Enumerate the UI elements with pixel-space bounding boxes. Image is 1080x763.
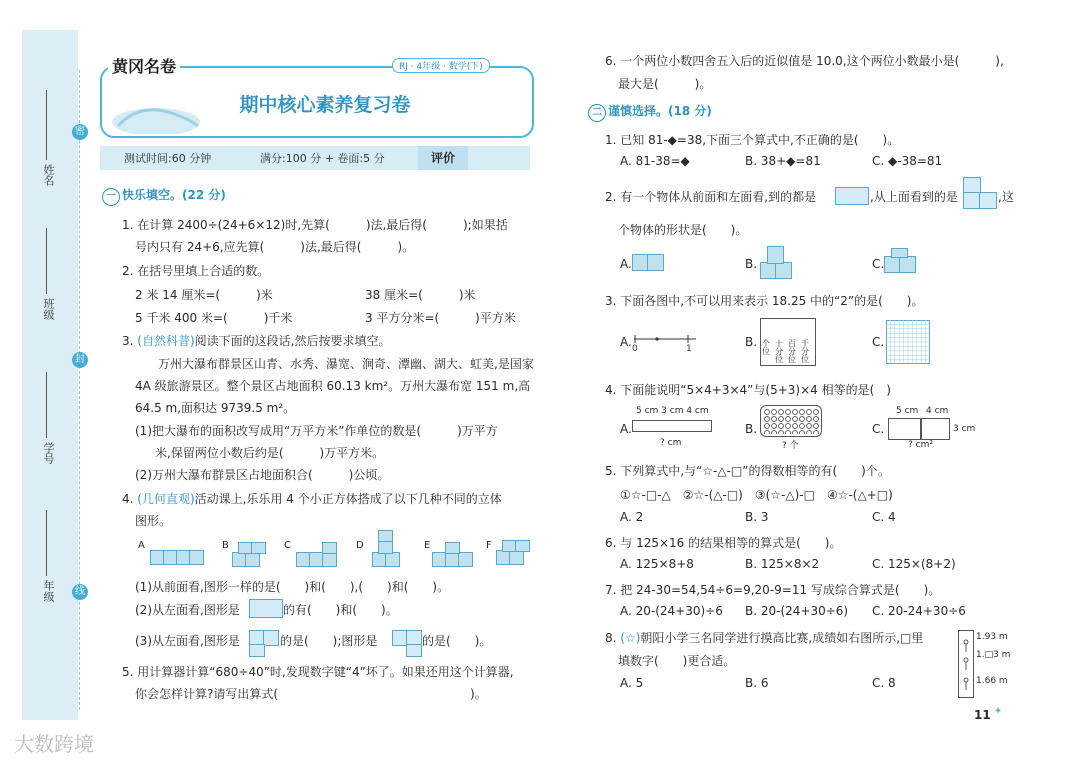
r5-option-b: B. 3 [745, 510, 769, 524]
r3-a-one: 1 [686, 344, 692, 352]
fig-e-cube [458, 552, 473, 567]
fig-b-cube [251, 542, 266, 554]
q3-passage-2: 4A 级旅游景区。整个景区占地面积 60.13 km²。万州大瀑布宽 151 m,高 [135, 379, 531, 393]
r4-question: 4. 下面能说明“5×4+3×4”与(5+3)×4 相等的是( ) [605, 383, 891, 397]
q4-tag: (几何直观) [137, 492, 195, 506]
fig-e-label: E [424, 540, 431, 551]
grade-tag: RJ · 4年级 · 数学(下) [392, 58, 490, 73]
r3-question: 3. 下面各图中,不可以用来表示 18.25 中的“2”的是( )。 [605, 294, 924, 308]
q5-line-2: 你会怎样计算?请写出算式( )。 [135, 687, 487, 701]
q4-sub2-view [249, 599, 283, 618]
q4-sub2-a: (2)从左面看,图形是 [135, 603, 240, 617]
r4-option-c: C. [872, 422, 885, 436]
r4-a-top: 5 cm 3 cm 4 cm [636, 406, 709, 416]
fig-d-label: D [356, 540, 364, 551]
r8-number: 8. [605, 631, 621, 645]
r3-b-thousandths-place: 千分位 [801, 339, 809, 364]
r8-option-b: B. 6 [745, 676, 769, 690]
r5-option-c: C. 4 [872, 510, 896, 524]
r1-option-a: A. 81-38=◆ [620, 154, 690, 168]
q4-line-1 [122, 490, 502, 507]
r2-top-view [979, 192, 997, 209]
r5-option-a: A. 2 [620, 510, 644, 524]
q3-number: 3. [122, 334, 138, 348]
r2-option-b: B. [745, 257, 758, 271]
r4-c-rect-2 [920, 418, 950, 440]
r8-text: 朝阳小学三名同学进行摸高比赛,成绩如右图所示,□里 [640, 631, 924, 645]
r4-b-dot-grid [763, 408, 819, 434]
r5-question: 5. 下列算式中,与“☆-△-□”的得数相等的有( )个。 [605, 464, 890, 478]
r4-c-top-1: 5 cm [896, 406, 919, 416]
section-2-badge: 二 [588, 104, 606, 122]
fig-f-cube [509, 550, 524, 565]
r3-b-hundredths-place: 百分位 [788, 339, 796, 364]
q3-tag: (自然科普) [137, 334, 195, 348]
q3-text: 阅读下面的这段话,然后按要求填空。 [194, 334, 391, 348]
test-time: 测试时间:60 分钟 [124, 152, 212, 165]
r1-question: 1. 已知 81-◆=38,下面三个算式中,不正确的是( )。 [605, 133, 900, 147]
q3-sub1-line-1: (1)把大瀑布的面积改写成用“万平方米”作单位的数是( )万平方 [135, 424, 498, 438]
q4-sub3-view-1 [263, 630, 279, 646]
binding-xian-badge: 线 [72, 584, 88, 600]
page-number: 11 [974, 708, 991, 722]
r4-c-bottom: ? cm² [908, 440, 933, 450]
r8-line-2: 填数字( )更合适。 [618, 654, 736, 668]
fig-e-cube [445, 542, 460, 554]
binding-feng-badge: 封 [72, 352, 88, 368]
r8-height-3: 1.66 m [976, 676, 1008, 686]
r8-line-1 [605, 629, 923, 646]
r2-b-cube [767, 246, 784, 264]
q6-line-2: 最大是( )。 [618, 77, 712, 91]
r5-expressions: ①☆-□-△ ②☆-(△-□) ③(☆-△)-□ ④☆-(△+□) [620, 488, 893, 502]
r2-line-2: 个物体的形状是( )。 [618, 223, 748, 237]
r3-option-a: A. [620, 335, 632, 349]
fig-a-cube [189, 550, 204, 565]
binding-margin [22, 30, 78, 720]
r8-option-c: C. 8 [872, 676, 896, 690]
section-1-heading [102, 186, 226, 206]
fig-d-cube [378, 540, 393, 554]
section-2-title: 谨慎选择。(18 分) [608, 104, 712, 118]
r8-students [958, 630, 974, 698]
r3-b-tenths-place: 十分位 [775, 339, 783, 364]
fig-c-cube [322, 542, 337, 554]
watermark: 大数跨境 [14, 732, 94, 756]
q1-line-2: 号内只有 24+6,应先算( )法,最后得( )。 [135, 240, 415, 254]
r4-a-segment [632, 420, 712, 432]
r4-b-bottom: ? 个 [782, 441, 799, 451]
fig-c-cube [322, 552, 337, 567]
r6-option-c: C. 125×(8+2) [872, 557, 956, 571]
r7-question: 7. 把 24-30=54,54÷6=9,20-9=11 写成综合算式是( )。 [605, 583, 941, 597]
q2-a: 2 米 14 厘米=( )米 [135, 288, 273, 302]
student-id-line [46, 372, 47, 438]
r4-option-a: A. [620, 422, 632, 436]
q4-number: 4. [122, 492, 138, 506]
q3-passage-1: 万州大瀑布群景区山青、水秀、瀑宽、涧奇、潭幽、湖大、虹美,是国家 [158, 357, 534, 371]
q2-c: 5 千米 400 米=( )千米 [135, 311, 293, 325]
section-1-badge: 一 [102, 188, 120, 206]
grade-label: 年级 [42, 580, 55, 602]
q4-sub1: (1)从前面看,图形一样的是( )和( ),( )和( )。 [135, 580, 450, 594]
q1-line-1: 1. 在计算 2400÷(24+6×12)时,先算( )法,最后得( );如果括 [122, 218, 508, 232]
r2-c-cube [891, 248, 908, 258]
r2-option-a: A. [620, 257, 632, 271]
q3-sub1-line-2: 米,保留两位小数后约是( )万平方米。 [155, 446, 385, 460]
section-2-heading [588, 102, 712, 122]
r7-option-b: B. 20-(24+30÷6) [745, 604, 849, 618]
r7-option-c: C. 20-24+30÷6 [872, 604, 966, 618]
fig-d-cube [385, 552, 400, 567]
q2-b: 38 厘米=( )米 [365, 288, 476, 302]
student-id-label: 学号 [42, 442, 55, 464]
q5-line-1: 5. 用计算器计算“680÷40”时,发现数字键“4”坏了。如果还用这个计算器, [122, 665, 514, 679]
q4-sub3-view-2 [406, 644, 422, 657]
q4-sub2-b: 的有( )和( )。 [283, 603, 398, 617]
r2-c-cube [899, 256, 916, 273]
binding-cut-line [79, 70, 80, 710]
r7-option-a: A. 20-(24+30)÷6 [620, 604, 723, 618]
q2-line-1: 2. 在括号里填上合适的数。 [122, 264, 270, 278]
r3-a-zero: 0 [632, 344, 638, 352]
r6-option-b: B. 125×8×2 [745, 557, 820, 571]
fig-c-label: C [284, 540, 291, 551]
r3-a-number-line [632, 330, 698, 352]
fig-d-cube [378, 530, 393, 542]
r4-c-rect-1 [888, 418, 922, 440]
r3-b-ones-place: 个位 [762, 339, 770, 356]
r8-height-1: 1.93 m [976, 632, 1008, 642]
fig-f-cube [515, 540, 530, 552]
r2-line-1-a: 2. 有一个物体从前面和左面看,到的都是 [605, 190, 817, 204]
q4-text: 活动课上,乐乐用 4 个小正方体搭成了以下几种不同的立体 [194, 492, 502, 506]
r1-option-b: B. 38+◆=81 [745, 154, 821, 168]
r2-a-cube [647, 254, 664, 271]
r4-c-top-2: 4 cm [926, 406, 949, 416]
q3-passage-3: 64.5 m,面积达 9739.5 m²。 [135, 401, 296, 415]
q4-sub3-b: 的是( );图形是 [280, 634, 378, 648]
class-label: 班级 [42, 298, 55, 320]
r4-option-b: B. [745, 422, 758, 436]
q3-line-1 [122, 332, 390, 349]
r8-tag: (☆) [620, 631, 641, 645]
r2-line-1-c: ,这 [998, 190, 1014, 204]
class-line [46, 228, 47, 294]
logo: 黄冈名卷 [108, 54, 180, 77]
fig-b-cube [245, 552, 260, 567]
q4-line-2: 图形。 [135, 514, 172, 528]
r2-line-1-b: ,从上面看到的是 [870, 190, 958, 204]
q2-d: 3 平方分米=( )平方米 [365, 311, 516, 325]
r4-c-side: 3 cm [953, 424, 976, 434]
full-score: 满分:100 分 + 卷面:5 分 [260, 152, 385, 165]
q3-sub2: (2)万州大瀑布群景区占地面积合( )公顷。 [135, 468, 390, 482]
star-icon: ✦ [994, 706, 1003, 717]
evaluation-label: 评价 [418, 146, 468, 170]
q4-sub3-a: (3)从左面看,图形是 [135, 634, 240, 648]
fig-f-label: F [486, 540, 492, 551]
r3-option-c: C. [872, 335, 885, 349]
r8-height-2: 1.□3 m [976, 650, 1011, 660]
r2-front-view [835, 187, 869, 205]
r1-option-c: C. ◆-38=81 [872, 154, 943, 168]
page-title: 期中核心素养复习卷 [239, 94, 411, 116]
r6-option-a: A. 125×8+8 [620, 557, 694, 571]
r4-a-bottom: ? cm [660, 438, 682, 448]
r3-c-grid [886, 320, 930, 364]
r6-question: 6. 与 125×16 的结果相等的算式是( )。 [605, 536, 842, 550]
q4-sub3-view-1 [249, 644, 265, 657]
name-label: 姓名 [42, 164, 55, 186]
r2-b-cube [775, 262, 792, 279]
binding-mi-badge: 密 [72, 124, 88, 140]
q6-line-1: 6. 一个两位小数四舍五入后的近似值是 10.0,这个两位小数最小是( ), [605, 54, 1004, 68]
r2-option-c: C. [872, 257, 885, 271]
q4-sub3-c: 的是( )。 [422, 634, 492, 648]
fig-b-label: B [222, 540, 229, 551]
r3-option-b: B. [745, 335, 758, 349]
r8-option-a: A. 5 [620, 676, 644, 690]
name-line [46, 90, 47, 160]
grade-line [46, 510, 47, 576]
section-1-title: 快乐填空。(22 分) [122, 188, 226, 202]
fig-a-label: A [138, 540, 145, 551]
